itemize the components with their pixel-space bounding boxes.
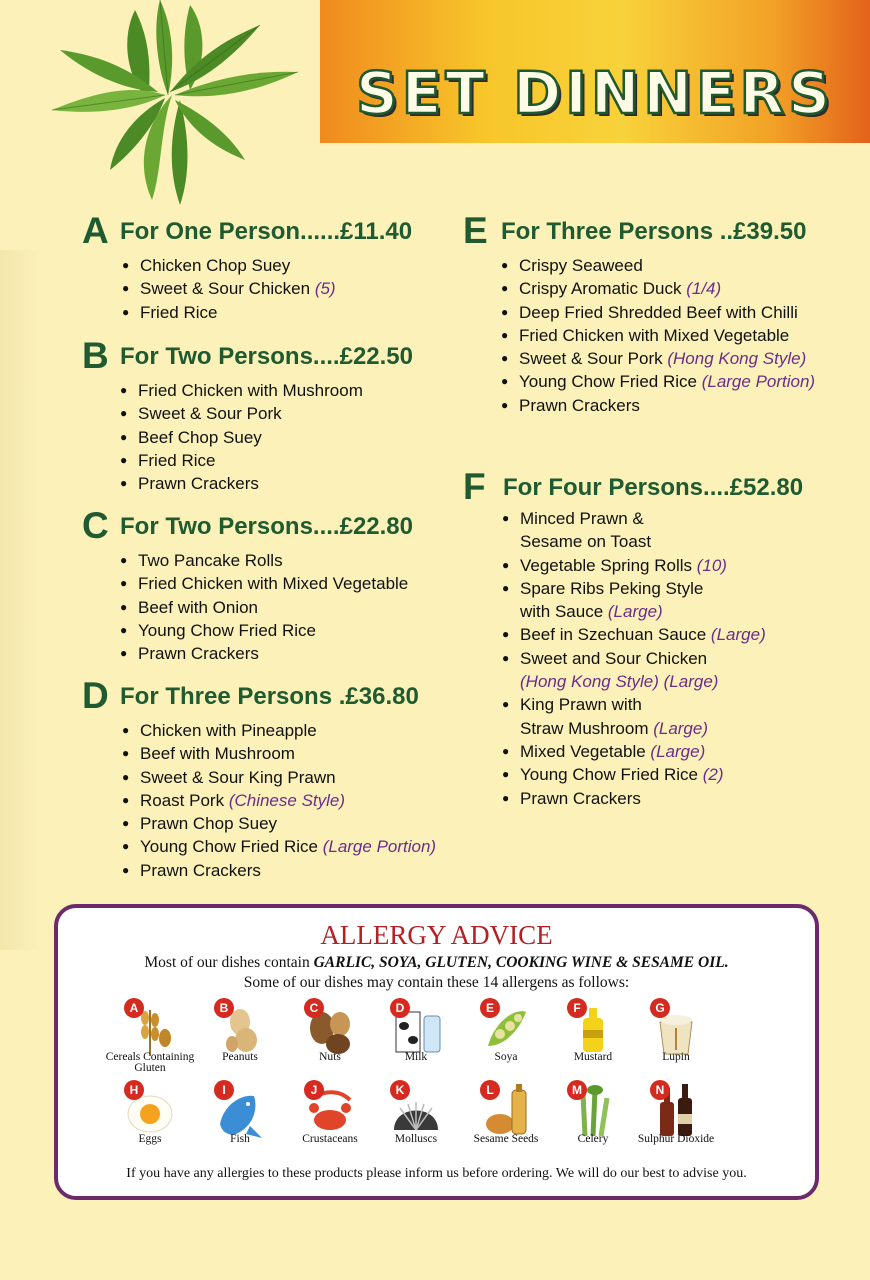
item-note: (Large) [650,741,706,761]
allergen-label: Eggs [138,1133,162,1145]
allergen-badge: B [214,998,234,1018]
allergen-cereals-containing-gluten [100,998,200,1078]
allergen-label: Nuts [319,1051,341,1063]
set-letter: A [82,210,109,251]
allergen-badge: G [650,998,670,1018]
menu-item: ● Sweet & Sour Pork (Hong Kong Style) [501,347,815,370]
set-title: For Three Persons .£36.80 [120,683,419,710]
allergy-advice-box [54,904,819,1200]
menu-item: ● Fried Rice [122,301,336,324]
menu-item: ● Prawn Crackers [501,394,815,417]
allergen-badge: H [124,1080,144,1100]
allergen-label: Peanuts [222,1051,258,1063]
set-title: For One Person......£11.40 [120,218,413,245]
set-price: £52.80 [729,474,804,501]
menu-item: ● Prawn Crackers [120,642,408,665]
menu-item: ● Fried Rice [120,449,363,472]
allergy-warning-line: Most of our dishes contain GARLIC, SOYA, GLUTEN, COOKING WINE & SESAME OIL. [144,954,729,971]
allergen-badge: J [304,1080,324,1100]
set-price: £39.50 [733,218,807,245]
allergen-label: Lupin [662,1051,690,1063]
menu-item: ● Beef Chop Suey [120,426,363,449]
allergen-soya [456,998,556,1078]
item-note: (Large) [653,718,709,738]
set-d [82,675,437,882]
menu-item-list [122,719,436,882]
allergen-crustaceans [280,1080,380,1160]
menu-item: ● Sweet & Sour Pork [120,402,363,425]
allergen-label: Milk [404,1051,428,1063]
page-title: SET DINNERS [355,59,834,127]
set-b [82,335,413,495]
set-price: £22.80 [339,513,413,540]
menu-item: ● Two Pancake Rolls [120,549,408,572]
allergen-label: Sesame Seeds [473,1133,539,1145]
set-e [463,210,816,417]
set-price: £22.50 [339,343,413,370]
allergen-peanuts [190,998,290,1078]
item-note: (Hong Kong Style) [667,349,807,369]
set-letter: D [82,675,109,716]
menu-item: ● Mixed Vegetable (Large) [502,740,766,763]
menu-item: ● Fried Chicken with Mixed Vegetable [501,324,815,347]
menu-item: ● Sweet & Sour Chicken (5) [122,277,336,300]
set-price: £11.40 [340,218,413,245]
allergy-footer: If you have any allergies to these products please inform us before ordering. We will do our best to advise you. [126,1166,747,1181]
allergen-badge: N [650,1080,670,1100]
menu-item-list [122,254,336,324]
allergen-badge: K [390,1080,410,1100]
item-note: (Large) [607,602,663,622]
set-c [82,505,413,665]
set-letter: B [82,335,109,376]
allergen-label: Molluscs [394,1133,438,1145]
allergen-lupin [626,998,726,1078]
set-letter: C [82,505,109,546]
menu-item: ● Roast Pork (Chinese Style) [122,789,436,812]
menu-item: ● Beef in Szechuan Sauce (Large) [502,623,766,646]
allergen-badge: L [480,1080,500,1100]
allergy-title: ALLERGY ADVICE [320,920,553,950]
menu-item: ● Young Chow Fried Rice [120,619,408,642]
menu-item: ● Crispy Seaweed [501,254,815,277]
menu-item-list [502,507,766,810]
menu-item: ● Prawn Crackers [120,472,363,495]
menu-item: ● Young Chow Fried Rice (Large Portion) [501,370,815,393]
menu-item: ● Chicken Chop Suey [122,254,336,277]
item-note: (5) [314,279,336,299]
item-note: (Large Portion) [322,837,437,857]
allergen-badge: I [214,1080,234,1100]
allergen-badge: E [480,998,500,1018]
allergen-badge: F [567,998,587,1018]
menu-item: ● Prawn Crackers [502,787,766,810]
item-note: (Large Portion) [701,372,816,392]
menu-item: ● Deep Fried Shredded Beef with Chilli [501,301,815,324]
menu-item-list [120,379,363,495]
item-note: (10) [696,555,727,575]
menu-item-list [120,549,408,665]
item-note: (Large) [710,625,766,645]
menu-item: ● Beef with Onion [120,596,408,619]
allergen-milk [366,998,466,1078]
menu-item: ● King Prawn with Straw Mushroom (Large) [502,693,766,740]
menu-item: ● Fried Chicken with Mushroom [120,379,363,402]
allergen-badge: M [567,1080,587,1100]
allergen-label: Sulphur Dioxide [637,1133,715,1145]
menu-item: ● Chicken with Pineapple [122,719,436,742]
menu-item: ● Sweet and Sour Chicken (Hong Kong Style) (Large) [502,647,766,694]
allergen-badge: D [390,998,410,1018]
item-note: (Hong Kong Style) (Large) [520,672,719,692]
allergen-label: Fish [230,1133,250,1145]
item-note: (2) [702,765,724,785]
set-title: For Three Persons ..£39.50 [501,218,807,245]
allergen-label: Celery [577,1133,609,1145]
menu-item: ● Sweet & Sour King Prawn [122,766,436,789]
allergen-label: Mustard [573,1051,613,1063]
allergen-molluscs [366,1080,466,1160]
menu-item: ● Crispy Aromatic Duck (1/4) [501,277,815,300]
set-price: £36.80 [345,683,419,710]
allergen-label: Cereals Containing Gluten [105,1051,195,1074]
menu-item: ● Spare Ribs Peking Style with Sauce (Large) [502,577,766,624]
set-title: For Two Persons....£22.80 [120,513,413,540]
allergy-intro-line: Some of our dishes may contain these 14 allergens as follows: [243,974,630,991]
menu-item: ● Young Chow Fried Rice (2) [502,763,766,786]
menu-item: ● Vegetable Spring Rolls (10) [502,554,766,577]
allergen-sulphur-dioxide [626,1080,726,1160]
allergen-label: Soya [494,1051,518,1063]
allergen-eggs [100,1080,200,1160]
menu-item: ● Young Chow Fried Rice (Large Portion) [122,835,436,858]
allergen-label: Crustaceans [302,1133,358,1145]
side-texture [0,250,40,950]
set-a [82,210,413,324]
menu-item: ● Minced Prawn & Sesame on Toast [502,507,766,554]
menu-item: ● Fried Chicken with Mixed Vegetable [120,572,408,595]
title-banner [320,0,870,143]
allergen-badge: C [304,998,324,1018]
set-letter: E [463,210,488,251]
item-note: (1/4) [686,279,722,299]
bamboo-leaves-icon [40,0,310,215]
set-letter: F [463,466,486,507]
allergen-sesame-seeds [456,1080,556,1160]
set-title: For Four Persons....£52.80 [503,474,804,501]
menu-item-list [501,254,815,417]
menu-item: ● Beef with Mushroom [122,742,436,765]
menu-item: ● Prawn Chop Suey [122,812,436,835]
allergen-fish [190,1080,290,1160]
allergen-badge: A [124,998,144,1018]
allergen-nuts [280,998,380,1078]
menu-item: ● Prawn Crackers [122,859,436,882]
item-note: (Chinese Style) [228,790,346,810]
set-f [463,466,804,810]
set-title: For Two Persons....£22.50 [120,343,413,370]
